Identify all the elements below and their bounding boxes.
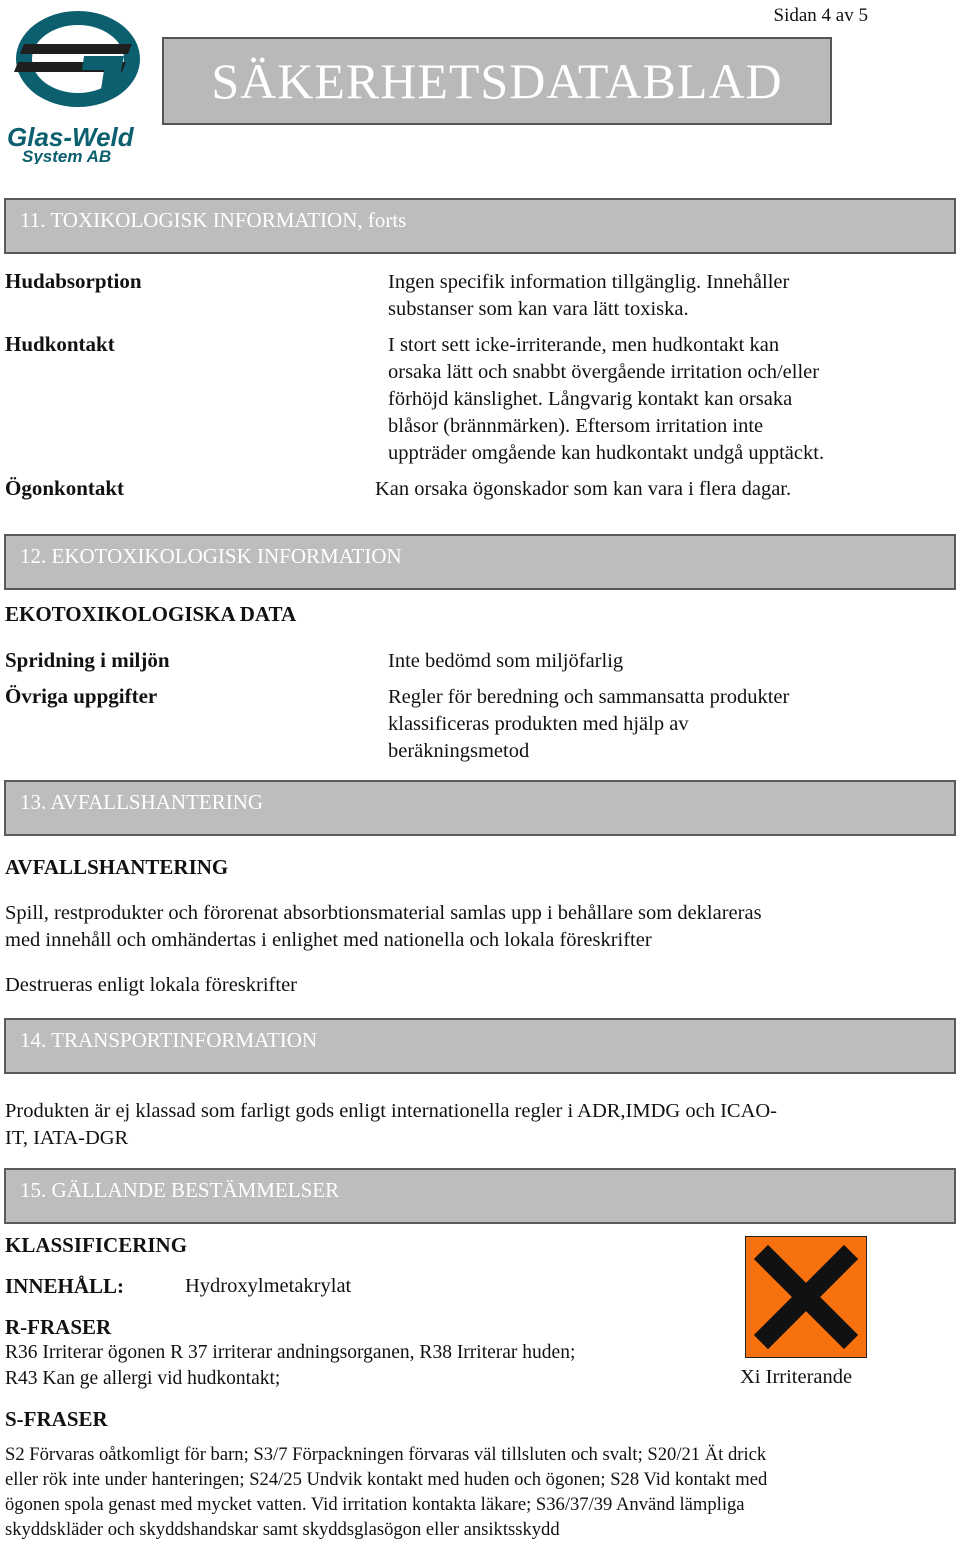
text-line: ögonen spola genast med mycket vatten. Vid irritation kontakta läkare; S36/37/39 Använd lämpliga xyxy=(5,1494,745,1515)
text-line: eller rök inte under hanteringen; S24/25 Undvik kontakt med huden och ögonen; S28 Vid kontakt med xyxy=(5,1469,768,1490)
logo-sub: System AB xyxy=(22,147,112,164)
section-12-header xyxy=(4,534,956,590)
sfraser-label: S-FRASER xyxy=(5,1407,108,1431)
section-14-header xyxy=(4,1018,956,1074)
section-13-title: 13. AVFALLSHANTERING xyxy=(20,790,264,814)
text-line: Ingen specifik information tillgänglig. Innehåller xyxy=(388,271,790,293)
text-line: beräkningsmetod xyxy=(388,740,530,762)
klassificering-heading: KLASSIFICERING xyxy=(5,1233,188,1257)
text-line: blåsor (brännmärken). Eftersom irritation inte xyxy=(388,415,764,437)
text-line: med innehåll och omhändertas i enlighet med nationella och lokala föreskrifter xyxy=(5,929,652,951)
section-12-title: 12. EKOTOXIKOLOGISK INFORMATION xyxy=(20,544,402,568)
logo-name: Glas-Weld xyxy=(7,122,134,152)
page-number: Sidan 4 av 5 xyxy=(773,5,868,26)
ogonkontakt-label: Ögonkontakt xyxy=(5,476,125,500)
rfraser-text xyxy=(5,1340,575,1392)
innehall-label: INNEHÅLL: xyxy=(5,1274,125,1298)
text-line: substanser som kan vara lätt toxiska. xyxy=(388,298,689,320)
section-11-header xyxy=(4,198,956,254)
irritant-hazard-icon xyxy=(745,1236,867,1358)
ogonkontakt-text: Kan orsaka ögonskador som kan vara i flera dagar. xyxy=(375,478,792,500)
text-line: R36 Irriterar ögonen R 37 irriterar andningsorganen, R38 Irriterar huden; xyxy=(5,1342,576,1363)
text-line: I stort sett icke-irriterande, men hudkontakt kan xyxy=(388,334,780,356)
transport-text xyxy=(5,1098,777,1152)
document-title: SÄKERHETSDATABLAD xyxy=(211,53,783,109)
section-15-header xyxy=(4,1168,956,1224)
hudkontakt-label: Hudkontakt xyxy=(5,332,115,356)
spridning-text: Inte bedömd som miljöfarlig xyxy=(388,650,624,672)
hudabsorption-label: Hudabsorption xyxy=(5,269,142,293)
text-line: uppträder omgående kan hudkontakt undgå upptäckt. xyxy=(388,442,825,464)
section-15-title: 15. GÄLLANDE BESTÄMMELSER xyxy=(20,1178,340,1202)
text-line: S2 Förvaras oåtkomligt för barn; S3/7 Förpackningen förvaras väl tillsluten och svalt; S20/21 Ät drick xyxy=(5,1444,767,1465)
text-line: R43 Kan ge allergi vid hudkontakt; xyxy=(5,1368,281,1389)
section-11-title: 11. TOXIKOLOGISK INFORMATION, forts xyxy=(20,208,407,232)
text-line: klassificeras produkten med hjälp av xyxy=(388,713,689,735)
spridning-label: Spridning i miljön xyxy=(5,648,170,672)
hazard-label: Xi Irriterande xyxy=(740,1366,853,1388)
ovriga-text xyxy=(388,684,918,765)
hudabsorption-text xyxy=(388,269,918,323)
text-line: Spill, restprodukter och förorenat absorbtionsmaterial samlas upp i behållare som deklareras xyxy=(5,902,762,924)
sfraser-text xyxy=(5,1442,767,1542)
avfall-paragraph xyxy=(5,900,762,954)
text-line: Regler för beredning och sammansatta produkter xyxy=(388,686,790,708)
destrueras-text: Destrueras enligt lokala föreskrifter xyxy=(5,974,298,996)
innehall-value: Hydroxylmetakrylat xyxy=(185,1275,352,1297)
ovriga-label: Övriga uppgifter xyxy=(5,684,158,708)
hudkontakt-text xyxy=(388,332,948,467)
text-line: orsaka lätt och snabbt övergående irritation och/eller xyxy=(388,361,820,383)
text-line: skyddskläder och skyddshandskar samt skyddsglasögon eller ansiktsskydd xyxy=(5,1519,560,1540)
text-line: IT, IATA-DGR xyxy=(5,1127,129,1149)
glas-weld-logo xyxy=(4,4,144,164)
avfall-subheading: AVFALLSHANTERING xyxy=(5,855,229,879)
section-13-header xyxy=(4,780,956,836)
text-line: förhöjd känslighet. Långvarig kontakt kan orsaka xyxy=(388,388,793,410)
section-14-title: 14. TRANSPORTINFORMATION xyxy=(20,1028,318,1052)
text-line: Produkten är ej klassad som farligt gods enligt internationella regler i ADR,IMDG och ICAO- xyxy=(5,1100,778,1122)
document-title-box xyxy=(162,37,832,125)
ekotox-subheading: EKOTOXIKOLOGISKA DATA xyxy=(5,602,297,626)
rfraser-label: R-FRASER xyxy=(5,1315,112,1339)
